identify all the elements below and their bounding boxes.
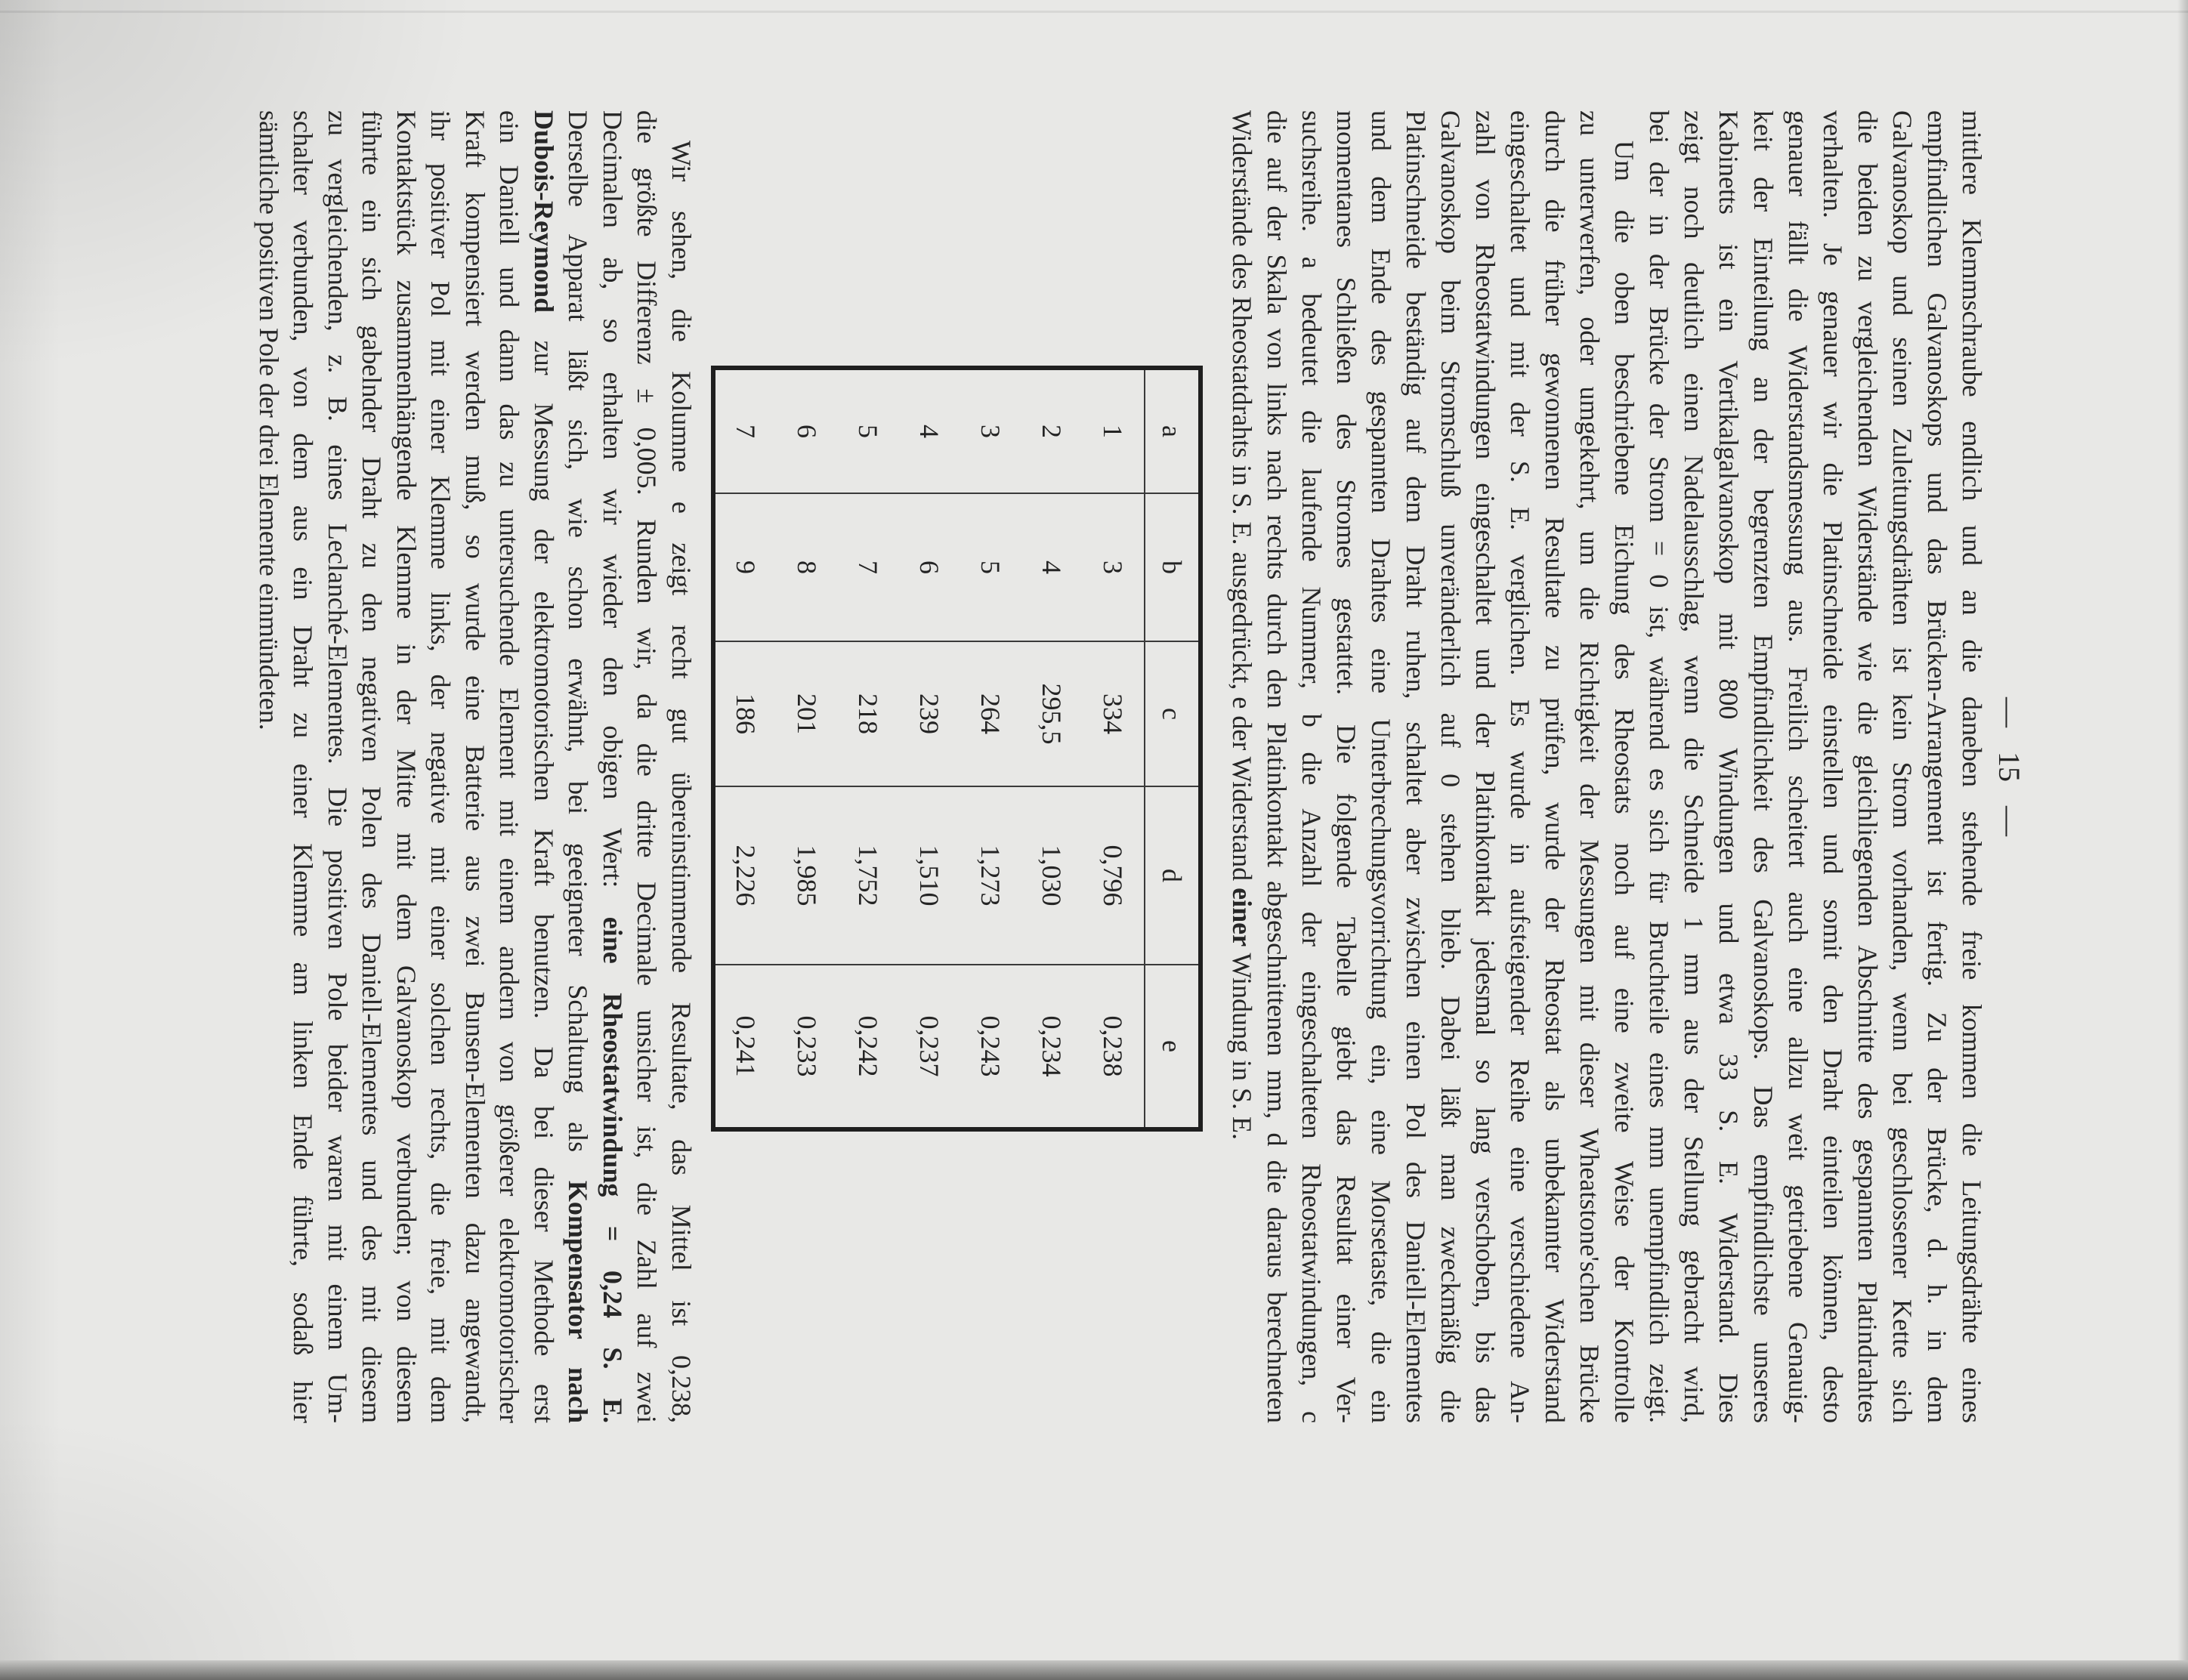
table-cell: 0,237 [899, 965, 960, 1129]
text-span: Windung in S. E. [1227, 947, 1257, 1141]
table-cell: 1,510 [899, 786, 960, 965]
table-cell: 1,273 [960, 786, 1021, 965]
table-row [777, 368, 838, 1129]
text-line: und dem Ende des gespannten Drahtes eine Unterbrechungsvorrichtung ein, eine Morsetaste, die ein [1366, 110, 1396, 1423]
table-cell: 334 [1083, 641, 1145, 786]
table-cell: 9 [713, 493, 777, 641]
table-cell: 8 [777, 493, 838, 641]
text-line: ein Daniell und dann das zu untersuchende Element mit einem andern von größerer elektromotorischer [494, 110, 525, 1423]
text-line: Galvanoskop beim Stromschluß unveränderlich auf 0 stehen blieb. Dabei läßt man zweckmäßig die [1435, 110, 1466, 1423]
text-line: zeigt noch deutlich einen Nadelausschlag, wenn die Schneide 1 mm aus der Stellung gebracht wird, [1679, 110, 1709, 1423]
lower-text-block [252, 110, 699, 1423]
table-cell: 6 [777, 368, 838, 493]
text-line: Wir sehen, die Kolumne e zeigt recht gut übereinstimmende Resultate, das Mittel ist 0,238, [666, 141, 697, 1423]
table-cell: 7 [713, 368, 777, 493]
upper-text-block [1225, 110, 1989, 1423]
table-cell: 0,243 [960, 965, 1021, 1129]
paragraph-2 [1225, 110, 1642, 1423]
text-line: durch die früher gewonnenen Resultate zu prüfen, wurde der Rheostat als unbekannter Widerstand [1540, 110, 1570, 1423]
table-cell: 7 [838, 493, 899, 641]
table-row [838, 368, 899, 1129]
text-line: führte ein sich gabelnder Draht zu den negativen Polen des Daniell-Elementes und des mit diesem [357, 110, 388, 1423]
text-span: Derselbe Apparat läßt sich, wie schon erwähnt, bei geeigneter Schaltung als [563, 110, 594, 1181]
column-header-a: a [1145, 368, 1201, 493]
table-header-row [1145, 368, 1201, 1129]
column-header-e: e [1145, 965, 1201, 1129]
text-line: sämtliche positiven Pole der drei Elemente einmündeten. [254, 110, 284, 730]
column-header-d: d [1145, 786, 1201, 965]
text-line: momentanes Schließen des Stromes gestattet. Die folgende Tabelle giebt das Resultat einer Ver- [1331, 110, 1361, 1423]
table-cell: 201 [777, 641, 838, 786]
text-line: zahl von Rheostatwindungen eingeschaltet und der Platinkontakt jedesmal so lang verschoben, bis das [1470, 110, 1500, 1423]
text-line [561, 110, 595, 1423]
text-line: zu vergleichenden, z. B. eines Leclanché-Elementes. Die positiven Pole beider waren mit einem Um- [323, 110, 353, 1423]
table-row [899, 368, 960, 1129]
table-cell: 186 [713, 641, 777, 786]
text-line: Platinschneide beständig auf dem Draht ruhen, schaltet aber zwischen einen Pol des Daniell-Elementes [1401, 110, 1431, 1423]
text-line: zu unterwerfen, oder umgekehrt, um die Richtigkeit der Messungen mit dieser Wheatstone'schen Brücke [1575, 110, 1605, 1423]
table-cell: 0,233 [777, 965, 838, 1129]
text-line: Kabinetts ist ein Vertikalgalvanoskop mit 800 Windungen und etwa 33 S. E. Widerstand. Dies [1714, 110, 1744, 1423]
table-cell: 4 [1021, 493, 1083, 641]
table-cell: 3 [1083, 493, 1145, 641]
text-line: ihr positiver Pol mit einer Klemme links, der negative mit einer solchen rechts, die freie, mit dem [425, 110, 456, 1423]
paragraph-1 [1642, 110, 1989, 1423]
table-cell: 239 [899, 641, 960, 786]
text-line: verhalten. Je genauer wir die Platinschneide einstellen und somit den Draht einteilen können, desto [1818, 110, 1848, 1423]
text-line [1225, 110, 1259, 1423]
text-line: Um die oben beschriebene Eichung des Rheostats noch auf eine zweite Weise der Kontrolle [1609, 141, 1639, 1423]
table-cell: 6 [899, 493, 960, 641]
paragraph-3 [252, 110, 699, 1423]
text-line: die auf der Skala von links nach rechts durch den Platinkontakt abgeschnittenen mm, d die daraus berechneten [1262, 110, 1292, 1423]
table-cell: 0,242 [838, 965, 899, 1129]
table-row [713, 368, 777, 1129]
table-cell: 5 [838, 368, 899, 493]
table-row [960, 368, 1021, 1129]
text-line: schalter verbunden, von dem aus ein Draht zu einer Klemme am linken Ende führte, sodaß hier [288, 110, 319, 1423]
text-line: keit der Einteilung an der begrenzten Empfindlichkeit des Galvanoskops. Das empfindlichste unseres [1748, 110, 1779, 1423]
table-row [1083, 368, 1145, 1129]
table-cell: 2,226 [713, 786, 777, 965]
page-number: — 15 — [1992, 697, 2026, 836]
column-header-b: b [1145, 493, 1201, 641]
emphasized-text: eine Rheostatwindung = 0,24 S. E. [598, 916, 628, 1423]
table-cell: 3 [960, 368, 1021, 493]
text-line: Galvanoskop und seinen Zuleitungsdrähten ist kein Strom vorhanden, wenn bei geschlossener Kette sich [1887, 110, 1918, 1423]
table-cell: 1,985 [777, 786, 838, 965]
table-cell: 1,030 [1021, 786, 1083, 965]
text-line: empfindlichen Galvanoskops und das Brücken-Arrangement ist fertig. Zu der Brücke, d. h. in dem [1922, 110, 1952, 1423]
text-line: suchsreihe. a bedeutet die laufende Nummer, b die Anzahl der eingeschalteten Rheostatwindungen, c [1296, 110, 1327, 1423]
text-line: bei der in der Brücke der Strom = 0 ist, während es sich für Bruchteile eines mm unempfindlich zeigt. [1644, 110, 1674, 1423]
table-cell: 0,241 [713, 965, 777, 1129]
text-line: eingeschaltet und mit der S. E. verglichen. Es wurde in aufsteigender Reihe eine verschiedene An- [1505, 110, 1535, 1423]
table-cell: 5 [960, 493, 1021, 641]
column-header-c: c [1145, 641, 1201, 786]
text-line: Kraft kompensiert werden muß, so wurde eine Batterie aus zwei Bunsen-Elementen dazu angewandt, [460, 110, 490, 1423]
text-span: Decimalen ab, so erhalten wir wieder den obigen Wert: [598, 110, 628, 917]
table-cell: 218 [838, 641, 899, 786]
emphasized-text: Dubois-Reymond [529, 110, 559, 313]
table-cell: 0,238 [1083, 965, 1145, 1129]
text-line: mittlere Klemmschraube endlich und an die daneben stehende freie kommen die Leitungsdrähte eines [1957, 110, 1987, 1423]
emphasized-text: Kompensator nach [563, 1180, 594, 1423]
table-cell: 0,234 [1021, 965, 1083, 1129]
scan-edge-bottom [0, 1660, 2188, 1680]
table-cell: 0,796 [1083, 786, 1145, 965]
table-cell: 1,752 [838, 786, 899, 965]
text-span: zur Messung der elektromotorischen Kraft benutzen. Da bei dieser Methode erst [529, 313, 559, 1423]
table-cell: 295,5 [1021, 641, 1083, 786]
scan-edge-right [2177, 0, 2188, 1680]
text-line: die größte Differenz ± 0,005. Runden wir, da die dritte Decimale unsicher ist, die Zahl auf zwei [632, 110, 663, 1423]
text-line: Kontaktstück zusammenhängende Klemme in der Mitte mit dem Galvanoskop verbunden; von diesem [391, 110, 422, 1423]
text-line: die beiden zu vergleichenden Widerstände wie die gleichliegenden Abschnitte des gespannten Platindrahtes [1853, 110, 1883, 1423]
table-row [1021, 368, 1083, 1129]
table-cell: 4 [899, 368, 960, 493]
table-cell: 2 [1021, 368, 1083, 493]
text-line [595, 110, 630, 1423]
emphasized-text: einer [1227, 888, 1257, 947]
measurement-table [711, 366, 1203, 1132]
text-line: genauer fällt die Widerstandsmessung aus. Freilich scheitert auch eine allzu weit getriebene Genauig- [1783, 110, 1813, 1423]
text-line [527, 110, 561, 1423]
table-cell: 1 [1083, 368, 1145, 493]
table-cell: 264 [960, 641, 1021, 786]
text-span: Widerstände des Rheostatdrahts in S. E. ausgedrückt, e der Widerstand [1227, 110, 1257, 888]
